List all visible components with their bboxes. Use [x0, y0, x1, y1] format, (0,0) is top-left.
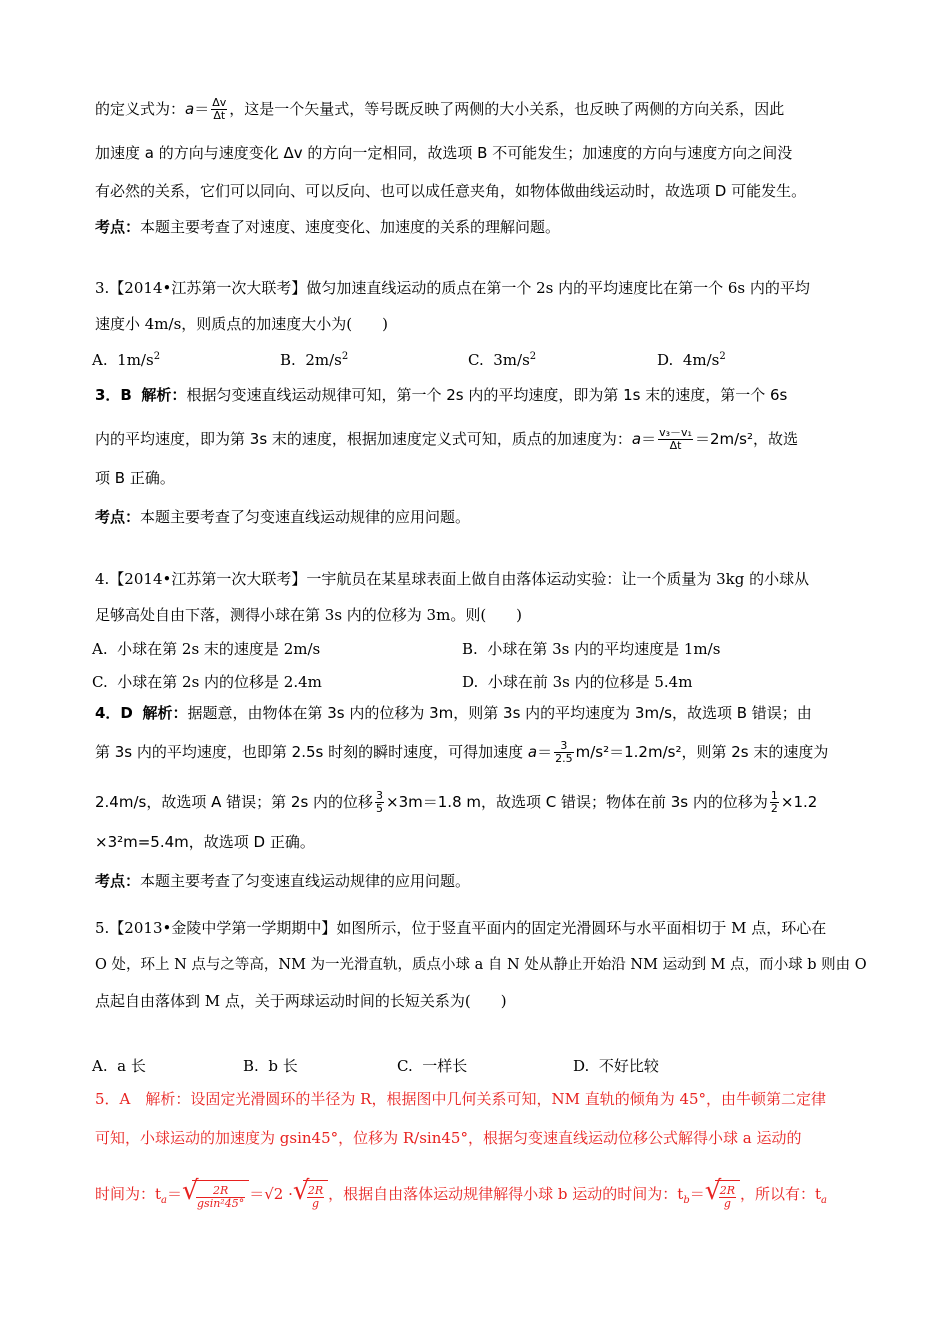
option-text: 不好比较 — [598, 1057, 659, 1075]
text-span: ，所以有：t — [740, 1185, 822, 1203]
option-b — [243, 1056, 298, 1076]
option-text: a 长 — [117, 1057, 146, 1075]
fraction-denominator: 2.5 — [555, 752, 573, 765]
equals: ＝ — [641, 430, 657, 448]
answer-4-line — [95, 703, 812, 723]
fraction — [658, 427, 693, 452]
option-label: D. — [573, 1057, 590, 1075]
equals: ＝ — [537, 743, 553, 761]
option-label: A. — [92, 351, 108, 369]
text-span: ，这是一个矢量式，等号既反映了两侧的大小关系，也反映了两侧的方向关系，因此 — [229, 100, 785, 118]
option-label: C. — [92, 673, 108, 691]
fraction-denominator: 5 — [376, 802, 384, 815]
kaodian-text: 本题主要考查了对速度、速度变化、加速度的关系的理解问题。 — [140, 218, 561, 236]
fraction-denominator: 2 — [770, 802, 778, 815]
option-b — [462, 639, 720, 659]
radical-sign: √ — [292, 1176, 310, 1206]
fraction-numerator: v₃－v₁ — [659, 426, 692, 439]
text-span: 据题意，由物体在第 3s 内的位移为 3m，则第 3s 内的平均速度为 3m/s，故选项 B 错误；由 — [187, 704, 812, 722]
text-span: 的定义式为： — [95, 100, 186, 118]
text-span: 根据匀变速直线运动规律可知，第一个 2s 内的平均速度，即为第 1s 末的速度，第一个 6s — [186, 386, 788, 404]
question-5-line: O 处，环上 N 点与之等高，NM 为一光滑直轨，质点小球 a 自 N 处从静止开始沿 NM 运动到 M 点，而小球 b 则由 O — [95, 957, 867, 973]
fraction-denominator: g — [723, 1196, 731, 1210]
option-text: 小球在前 3s 内的位移是 5.4m — [487, 673, 693, 691]
kaodian-text: 本题主要考查了匀变速直线运动规律的应用问题。 — [140, 508, 471, 526]
answer-4-line: ×3²m=5.4m，故选项 D 正确。 — [95, 833, 315, 851]
answer-3-line — [95, 385, 787, 405]
kaodian-label: 考点： — [95, 508, 141, 526]
text-line: 有必然的关系，它们可以同向、可以反向、也可以成任意夹角，如物体做曲线运动时，故选项 D 可能发生。 — [95, 182, 807, 200]
option-label: C. — [468, 351, 484, 369]
fraction-numerator: 3 — [554, 740, 574, 753]
answer-label: 解析： — [141, 386, 187, 404]
question-4-line: 4.【2014•江苏第一次大联考】一宇航员在某星球表面上做自由落体运动实验：让一个质量为 3kg 的小球从 — [95, 570, 810, 588]
kaodian-text: 本题主要考查了匀变速直线运动规律的应用问题。 — [140, 872, 471, 890]
text-line — [95, 97, 784, 122]
option-d — [573, 1056, 659, 1076]
kaodian-line — [95, 871, 470, 891]
question-4-line: 足够高处自由下落，测得小球在第 3s 内的位移为 3m。则( ) — [95, 606, 523, 624]
option-label: B. — [280, 351, 296, 369]
equals: ＝ — [689, 1185, 705, 1203]
fraction-denominator: Δt — [213, 109, 226, 122]
option-label: D. — [657, 351, 674, 369]
answer-4-line — [95, 790, 817, 815]
fraction-denominator: g — [311, 1196, 320, 1210]
option-value: 4m/s — [682, 351, 720, 369]
fraction-numerator: 2R — [307, 1183, 324, 1197]
square-root — [182, 1176, 249, 1210]
answer-number: 3．B — [95, 386, 132, 404]
text-span: ＝√2 · — [249, 1185, 293, 1203]
option-text: 小球在第 3s 内的平均速度是 1m/s — [487, 640, 721, 658]
fraction-numerator: 2R — [196, 1185, 245, 1198]
fraction-denominator: gsin²45° — [197, 1196, 245, 1210]
option-text: 小球在第 2s 内的位移是 2.4m — [117, 673, 322, 691]
kaodian-label: 考点： — [95, 218, 141, 236]
option-label: C. — [397, 1057, 413, 1075]
text-line: 加速度 a 的方向与速度变化 Δv 的方向一定相同，故选项 B 不可能发生；加速度的方向与速度方向之间没 — [95, 144, 793, 162]
option-label: D. — [462, 673, 479, 691]
answer-5-line: 5．A 解析：设固定光滑圆环的半径为 R，根据图中几何关系可知，NM 直轨的倾角为 45°，由牛顿第二定律 — [95, 1090, 827, 1108]
text-span: m/s²＝1.2m/s²，则第 2s 末的速度为 — [575, 743, 829, 761]
option-d — [657, 347, 726, 370]
text-span: ×1.2 — [780, 793, 818, 811]
fraction-numerator: Δv — [212, 96, 227, 109]
superscript: 2 — [341, 351, 349, 362]
option-text: 一样长 — [422, 1057, 468, 1075]
kaodian-line — [95, 507, 470, 527]
equals: ＝ — [167, 1185, 183, 1203]
option-c — [397, 1056, 467, 1076]
option-label: A. — [92, 640, 108, 658]
question-5-line: 5.【2013•金陵中学第一学期期中】如图所示，位于竖直平面内的固定光滑圆环与水平面相切于 M 点，环心在 — [95, 919, 827, 937]
text-span: ，根据自由落体运动规律解得小球 b 运动的时间为：t — [328, 1185, 684, 1203]
fraction-numerator: 3 — [376, 789, 384, 802]
option-text: b 长 — [268, 1057, 298, 1075]
answer-5-line: 可知，小球运动的加速度为 gsin45°，位移为 R/sin45°，根据匀变速直线运动位移公式解得小球 a 运动的 — [95, 1129, 802, 1147]
option-d — [462, 672, 692, 692]
text-span: 第 3s 内的平均速度，也即第 2.5s 时刻的瞬时速度，可得加速度 — [95, 743, 524, 761]
equals: ＝ — [194, 100, 210, 118]
option-label: A. — [92, 1057, 108, 1075]
variable: a — [631, 430, 642, 448]
kaodian-line — [95, 217, 560, 237]
text-span: 2.4m/s，故选项 A 错误；第 2s 内的位移 — [95, 793, 374, 811]
question-5-line: 点起自由落体到 M 点，关于两球运动时间的长短关系为( ) — [95, 992, 507, 1010]
option-label: B. — [243, 1057, 259, 1075]
fraction — [375, 790, 384, 815]
superscript: 2 — [529, 351, 537, 362]
answer-5-line — [95, 1176, 828, 1215]
answer-4-line — [95, 740, 828, 765]
option-text: 小球在第 2s 末的速度是 2m/s — [117, 640, 321, 658]
text-span: ＝2m/s²，故选 — [694, 430, 799, 448]
kaodian-label: 考点： — [95, 872, 141, 890]
fraction-numerator: 2R — [719, 1183, 736, 1197]
superscript: 2 — [153, 351, 161, 362]
option-value: 3m/s — [493, 351, 530, 369]
option-c — [92, 672, 322, 692]
fraction — [196, 1185, 245, 1210]
fraction — [211, 97, 227, 122]
fraction-denominator: Δt — [669, 439, 682, 452]
answer-label: 解析： — [142, 704, 188, 722]
radical-sign: √ — [704, 1176, 722, 1206]
subscript: a — [161, 1195, 167, 1206]
option-c — [468, 347, 536, 370]
square-root — [292, 1176, 328, 1210]
fraction — [770, 790, 779, 815]
option-a — [92, 639, 320, 659]
option-label: B. — [462, 640, 478, 658]
option-b — [280, 347, 348, 370]
question-3-line: 3.【2014•江苏第一次大联考】做匀加速直线运动的质点在第一个 2s 内的平均速度比在第一个 6s 内的平均 — [95, 279, 810, 297]
answer-number: 4．D — [95, 704, 133, 722]
option-a — [92, 1056, 146, 1076]
fraction-numerator: 1 — [770, 789, 778, 802]
superscript: 2 — [719, 351, 726, 362]
fraction — [307, 1185, 324, 1210]
option-value: 1m/s — [117, 351, 154, 369]
answer-3-line — [95, 427, 798, 452]
option-value: 2m/s — [305, 351, 342, 369]
fraction — [554, 740, 574, 765]
fraction — [719, 1185, 736, 1210]
answer-3-line: 项 B 正确。 — [95, 469, 175, 487]
subscript: b — [683, 1195, 690, 1206]
text-span: 时间为：t — [95, 1185, 162, 1203]
variable: a — [527, 743, 538, 761]
option-a — [92, 347, 160, 370]
text-span: 内的平均速度，即为第 3s 末的速度，根据加速度定义式可知，质点的加速度为： — [95, 430, 632, 448]
text-span: ×3m＝1.8 m，故选项 C 错误；物体在前 3s 内的位移为 — [386, 793, 768, 811]
radical-sign: √ — [182, 1176, 199, 1206]
variable: a — [185, 100, 195, 118]
subscript: a — [821, 1195, 828, 1206]
question-3-line: 速度小 4m/s，则质点的加速度大小为( ) — [95, 315, 388, 333]
square-root — [704, 1176, 740, 1210]
